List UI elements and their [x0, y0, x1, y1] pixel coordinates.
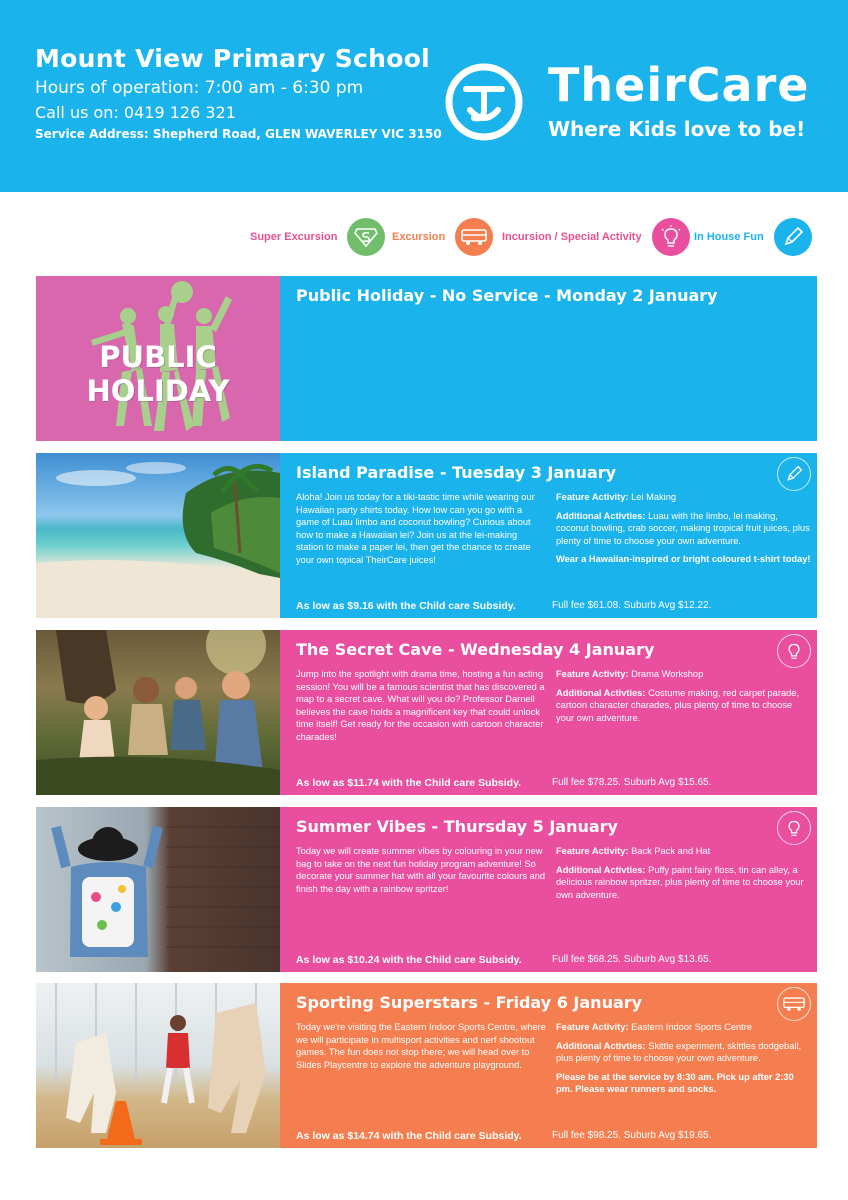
full-fee: Full fee $98.25. Suburb Avg $19.65.: [552, 1130, 712, 1141]
bus-icon: [777, 987, 811, 1021]
public-holiday-image-text: HOLIDAY: [86, 374, 230, 408]
day-title: Summer Vibes - Thursday 5 January: [296, 817, 618, 836]
legend-label: Incursion / Special Activity: [502, 231, 642, 243]
day-title: Public Holiday - No Service - Monday 2 January: [296, 286, 718, 305]
day-details: [556, 845, 811, 907]
legend-in-house-fun: [694, 218, 812, 256]
page-header: [0, 0, 848, 192]
feature-label: Feature Activity:: [556, 846, 629, 856]
legend-incursion-special: [502, 218, 690, 256]
lightbulb-icon: [777, 634, 811, 668]
additional-label: Additional Activties:: [556, 864, 646, 875]
day-details: [556, 668, 811, 730]
full-fee: Full fee $78.25. Suburb Avg $15.65.: [552, 777, 712, 788]
public-holiday-image-text: PUBLIC: [99, 340, 217, 374]
subsidy-price: As low as $10.24 with the Child care Subsidy.: [296, 954, 522, 966]
additional-activities: Skittle experiment, skittles dodgeball, plus plenty of time to choose your own adventure.: [556, 1040, 802, 1064]
activity-legend: [0, 218, 848, 258]
feature-activity: Back Pack and Hat: [631, 846, 711, 856]
day-title: The Secret Cave - Wednesday 4 January: [296, 640, 655, 659]
day-description: Jump into the spotlight with drama time, hosting a fun acting session! You will be a famous scientist that has discovered a map to a secret cave. What will you do? Professor Darnell believes the cave holds a magnificent key that could unlock time itself! Get ready for the occasion with cartoon character charades!: [296, 669, 545, 742]
theircare-logo-icon: [444, 62, 524, 142]
card-body: [280, 807, 817, 972]
additional-label: Additional Activties:: [556, 510, 646, 521]
day-description: Aloha! Join us today for a tiki-tastic time while wearing our Hawaiian party shirts today. How low can you go with a game of Luau limbo and coconut bowling? Curious about how to make a Hawaiian lei? Join us at the lei-making station to make a paper lei, then get the chance to create your own topical TheirCare juices!: [296, 492, 535, 565]
school-name: Mount View Primary School: [35, 44, 431, 73]
day-details: [556, 1021, 811, 1102]
hours-of-operation: Hours of operation: 7:00 am - 6:30 pm: [35, 78, 364, 98]
kids-forest-photo: [36, 630, 280, 795]
pencil-icon: [777, 457, 811, 491]
additional-activities: Puffy paint fairy floss, tin can alley, a delicious rainbow spritzer, plus plenty of time to choose your own adventure.: [556, 864, 804, 900]
day-title: Sporting Superstars - Friday 6 January: [296, 993, 643, 1012]
additional-activities: Luau with the limbo, lei making, coconut bowling, crab soccer, making tropical fruit juices, plus plenty of time to choose your own adventure.: [556, 510, 810, 546]
day-note: Please be at the service by 8:30 am. Pick up after 2:30 pm. Please wear runners and socks.: [556, 1071, 794, 1095]
card-body: [280, 630, 817, 795]
additional-activities: Costume making, red carpet parade, cartoon character charades, plus plenty of time to choose your own adventure.: [556, 687, 800, 723]
day-description: Today we're visiting the Eastern Indoor Sports Centre, where we will participate in multisport activities and nerf shootout games. The fun does not stop there; we will head over to Slides Playcentre to explore the adventure playground.: [296, 1022, 546, 1070]
subsidy-price: As low as $11.74 with the Child care Subsidy.: [296, 777, 522, 789]
legend-excursion: [392, 218, 493, 256]
subsidy-price: As low as $14.74 with the Child care Subsidy.: [296, 1130, 522, 1142]
day-card-secret-cave: [36, 630, 817, 795]
feature-activity: Lei Making: [631, 492, 677, 502]
child-backpack-photo: [36, 807, 280, 972]
full-fee: Full fee $68.25. Suburb Avg $13.65.: [552, 954, 712, 965]
kids-sports-photo: [36, 983, 280, 1148]
additional-label: Additional Activties:: [556, 1040, 646, 1051]
brand-tagline: Where Kids love to be!: [548, 117, 806, 141]
feature-label: Feature Activity:: [556, 669, 629, 679]
phone-number: Call us on: 0419 126 321: [35, 103, 236, 122]
day-card-summer-vibes: [36, 807, 817, 972]
lightbulb-icon: [777, 811, 811, 845]
card-body: [280, 453, 817, 618]
legend-label: Excursion: [392, 231, 446, 243]
beach-photo: [36, 453, 280, 618]
legend-super-excursion: [250, 218, 385, 256]
legend-label: Super Excursion: [250, 231, 338, 243]
feature-activity: Eastern Indoor Sports Centre: [631, 1022, 753, 1032]
subsidy-price: As low as $9.16 with the Child care Subsidy.: [296, 600, 516, 612]
feature-label: Feature Activity:: [556, 492, 629, 502]
full-fee: Full fee $61.08. Suburb Avg $12.22.: [552, 600, 712, 611]
additional-label: Additional Activties:: [556, 687, 646, 698]
legend-label: In House Fun: [694, 231, 764, 243]
lightbulb-icon: [652, 218, 690, 256]
pencil-icon: [774, 218, 812, 256]
day-note: Wear a Hawaiian-inspired or bright coloured t-shirt today!: [556, 554, 811, 565]
feature-activity: Drama Workshop: [631, 669, 704, 679]
card-body: [280, 276, 817, 441]
service-address: Service Address: Shepherd Road, GLEN WAVERLEY VIC 3150: [35, 127, 442, 141]
feature-label: Feature Activity:: [556, 1022, 629, 1032]
card-body: [280, 983, 817, 1148]
brand-name: TheirCare: [548, 58, 810, 112]
day-title: Island Paradise - Tuesday 3 January: [296, 463, 617, 482]
superhero-badge-icon: [347, 218, 385, 256]
day-card-public-holiday: [36, 276, 817, 441]
bus-icon: [455, 218, 493, 256]
day-card-sporting-superstars: [36, 983, 817, 1148]
day-card-island-paradise: [36, 453, 817, 618]
day-details: [556, 491, 811, 572]
day-description: Today we will create summer vibes by colouring in your new bag to take on the next fun holiday program adventure! So decorate your summer hat with all your favourite colours and finish the day with a rainbow spritzer!: [296, 846, 546, 894]
public-holiday-image: [36, 276, 280, 441]
